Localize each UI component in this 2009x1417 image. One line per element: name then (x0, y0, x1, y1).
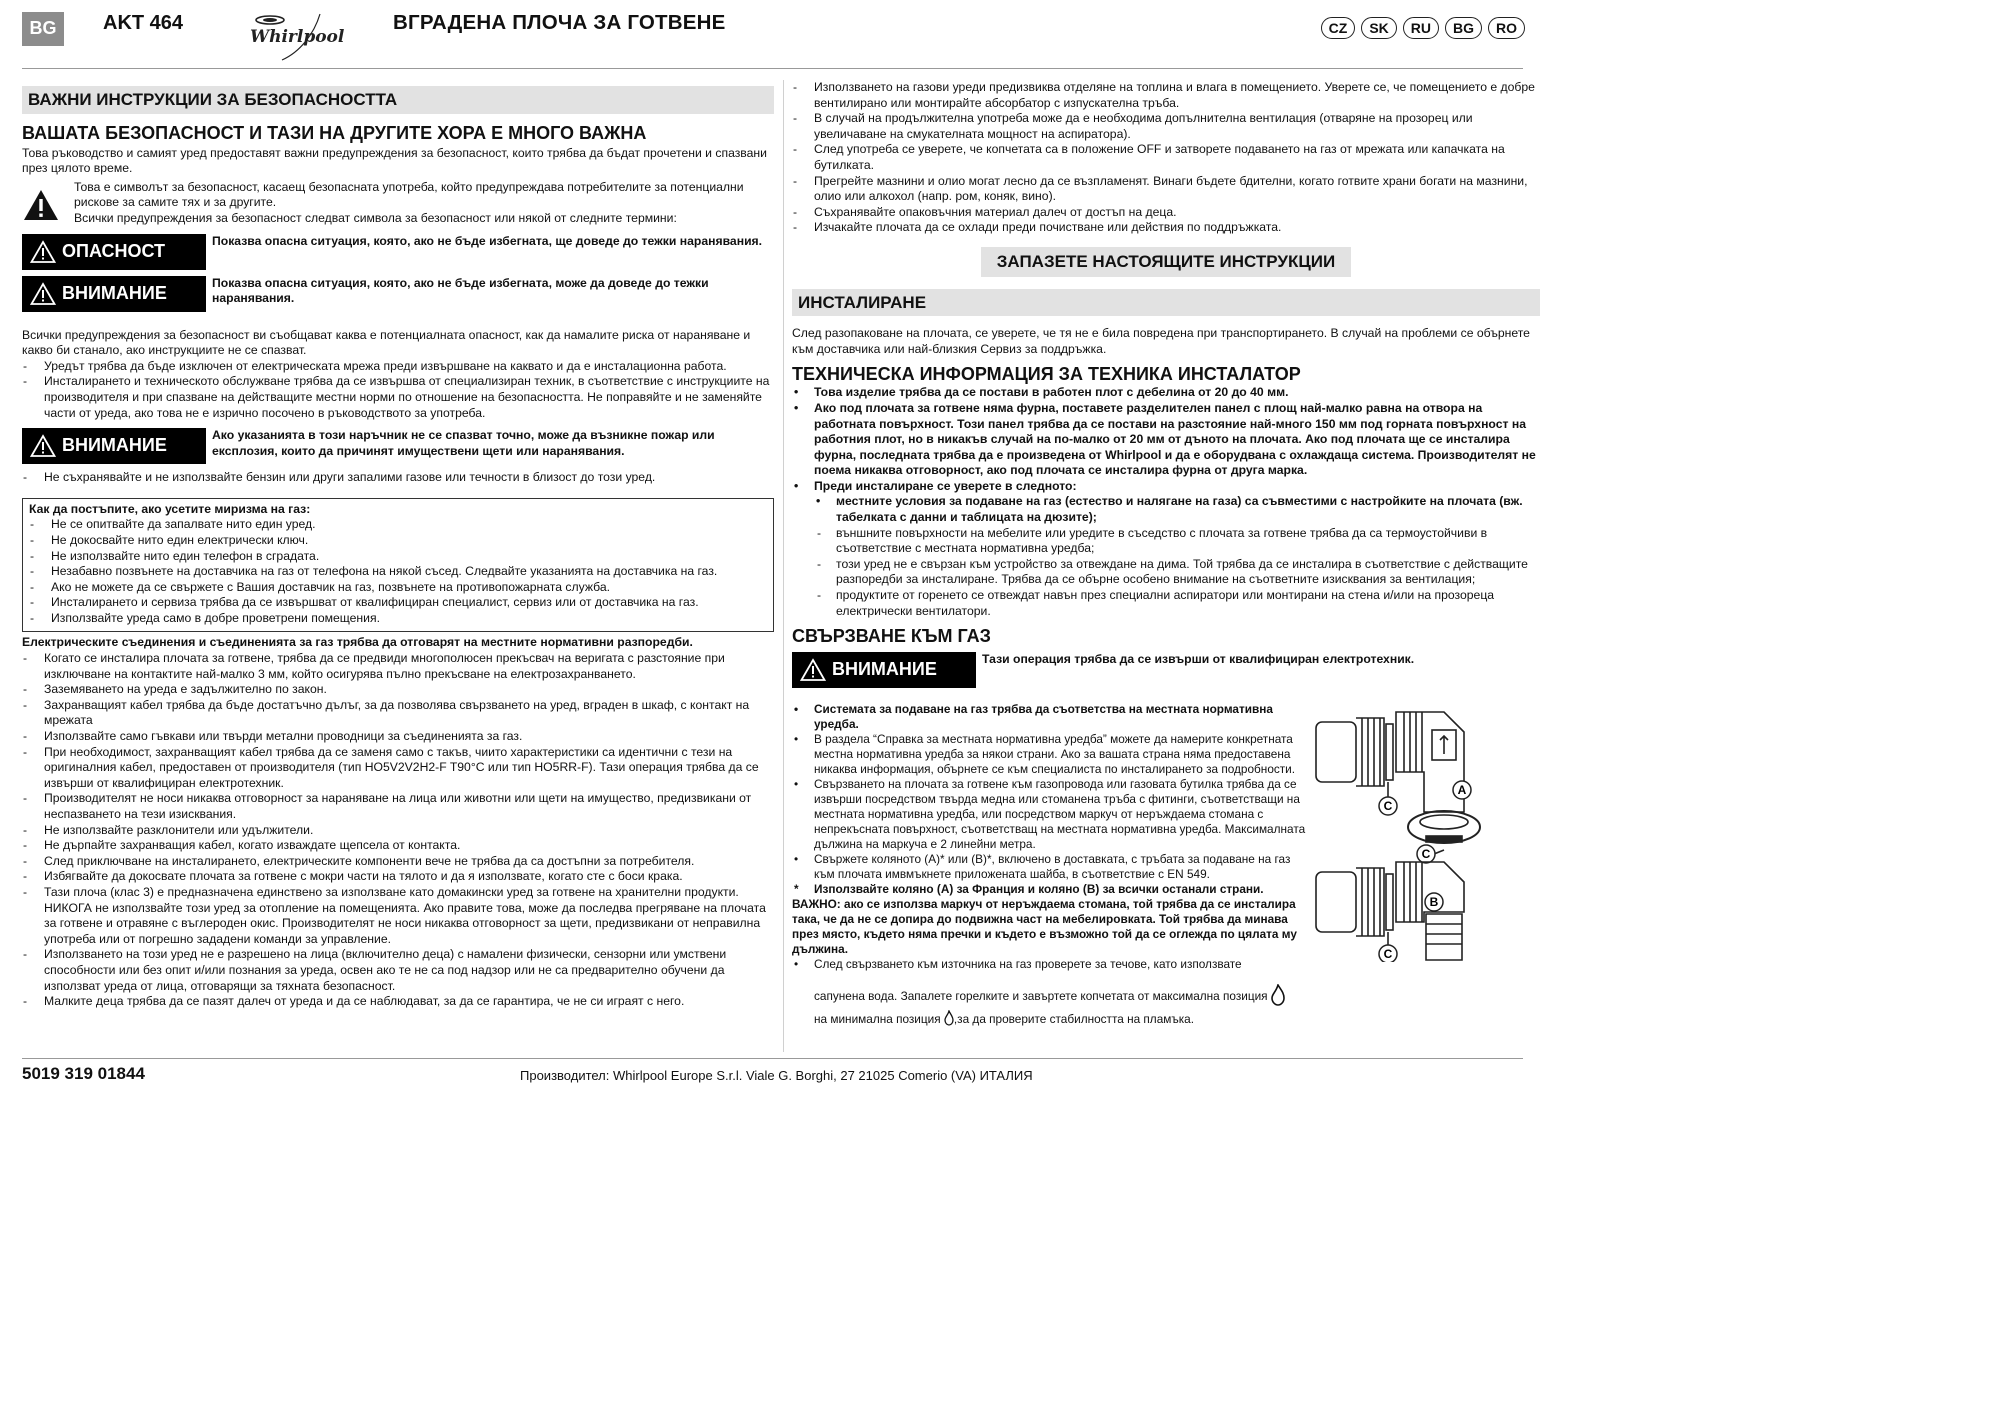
warning-fire-row (22, 428, 774, 464)
usage-item: - Съхранявайте опаковъчния материал далеч от достъп на деца. (792, 205, 1540, 221)
svg-text:Whirlpool: Whirlpool (250, 27, 345, 47)
technical-item: • Това изделие трябва да се постави в работен плот с дебелина от 20 до 40 мм. (792, 385, 1540, 401)
safety-symbol-block (22, 180, 774, 227)
gas-warning-label-text: ВНИМАНИЕ (832, 659, 937, 680)
warning-label-text: ВНИМАНИЕ (62, 282, 167, 303)
gas-smell-item: - Не се опитвайте да запалвате нито един уред. (29, 517, 767, 533)
diagram-label-c: C (1383, 799, 1393, 814)
electrical-title: Електрическите съединения и съединенията за газ трябва да отговарят на местните нормативни разпоредби. (22, 635, 693, 650)
danger-row (22, 234, 774, 270)
electrical-item: - Използването на този уред не е разрешено на лица (включително деца) с намалени физически, сензорни или умствени способности или без опит и/или познания за уреда, освен ако те не са под надзор или не са предварително обучени да използват уреда от лица, отговарящи за тяхната безопасност. (22, 947, 774, 994)
flame-min-icon (944, 1010, 954, 1026)
lang-code-ro: RO (1488, 17, 1525, 39)
gas-smell-item: - Инсталирането и сервиза трябва да се извършват от квалифициран специалист, сервиз или от доставчика на газ. (29, 595, 767, 611)
gas-item: • Свързването на плочата за готвене към газопровода или газовата бутилка трябва да се извърши посредством твърда медна или стоманена тръба с фитинги, съответстващи на местната нормативна уредба, или посредством маркуч от неръждаема стомана с непрекъсната повърхност, съответстващ на местната нормативна уредба. Максималната дължина на маркуча е 2 линейни метра. (792, 777, 1314, 852)
danger-label (22, 234, 206, 270)
heading-safety-important: ВАШАТА БЕЗОПАСНОСТ И ТАЗИ НА ДРУГИТЕ ХОРА Е МНОГО ВАЖНА (22, 122, 647, 143)
gas-star-text: Използвайте коляно (A) за Франция и коляно (B) за всички останали страни. (814, 882, 1264, 897)
gas-smell-title: Как да постъпите, ако усетите миризма на газ: (29, 501, 311, 516)
safety-triangle-icon (22, 180, 74, 227)
warning-row (22, 276, 774, 312)
electrical-item: - Избягвайте да докосвате плочата за готвене с мокри части на тялото и да я използвате, когато сте с боси крака. (22, 869, 774, 885)
model-number: AKT 464 (103, 12, 184, 34)
safety-item: - Уредът трябва да бъде изключен от електрическата мрежа преди извършване на каквато и да е инсталационна работа. (22, 359, 774, 375)
technical-subitem: • местните условия за подаване на газ (естество и налягане на газа) са съвместими с настройките на плочата (вж. табелката с данни и таблицата на дюзите); (792, 494, 1540, 525)
electrical-item: - Малките деца трябва да се пазят далеч от уреда и да се наблюдават, за да се гарантира, че не си играят с него. (22, 994, 774, 1010)
lang-code-sk: SK (1361, 17, 1396, 39)
gas-connection-block (792, 702, 1540, 1027)
warning-triangle-icon (30, 434, 56, 458)
electrical-item: - Не използвайте разклонители или удължители. (22, 823, 774, 839)
heading-technical-info: ТЕХНИЧЕСКА ИНФОРМАЦИЯ ЗА ТЕХНИКА ИНСТАЛАТОР (792, 364, 1301, 385)
gas-smell-item: - Не докосвайте нито един електрически ключ. (29, 533, 767, 549)
electrical-item: - Захранващият кабел трябва да бъде достатъчно дълъг, за да позволява свързването на уред, вграден в шкаф, с контакт на мрежата (22, 698, 774, 729)
safety-item: - Не съхранявайте и не използвайте бензин или други запалими газове или течности в близост до този уред. (22, 470, 774, 486)
right-column (792, 80, 1540, 1027)
header-divider (22, 68, 1523, 69)
gas-smell-item: - Незабавно позвънете на доставчика на газ от телефона на някой съсед. Следвайте указанията на доставчика на газ. (29, 564, 767, 580)
diagram-label-b: B (1429, 895, 1439, 910)
usage-item: - Изчакайте плочата да се охлади преди почистване или действия по поддръжката. (792, 220, 1540, 236)
gas-star-mark: * (794, 882, 799, 897)
gas-item-continued (792, 984, 1314, 1006)
heading-gas-connection: СВЪРЗВАНЕ КЪМ ГАЗ (792, 626, 991, 647)
electrical-item: - Тази плоча (клас 3) е предназначена единствено за използване като домакински уред за готвене на хранителни продукти. НИКОГА не използвайте този уред за отопление на помещенията. Ако правите това, може да последва прегряване на плочата за готвене и отравяне с въглероден окис. Производителят не носи никаква отговорност за щети, предизвикани от неправилна употреба или от погрешно зададени команди за управление. (22, 885, 774, 947)
footer-divider (22, 1058, 1523, 1059)
usage-item: - Използването на газови уреди предизвиква отделяне на топлина и влага в помещението. Уверете се, че помещението е добре вентилирано или монтирайте абсорбатор с изпускателна тръба. (792, 80, 1540, 111)
gas-item: • Свържете коляното (A)* или (B)*, включено в доставката, с тръбата за подаване на газ към плочата имвмъкнете приложената шайба, в съответствие с EN 549. (792, 852, 1314, 882)
gas-smell-item: - Ако не можете да се свържете с Вашия доставчик на газ, позвънете на противопожарната служба. (29, 580, 767, 596)
document-title: ВГРАДЕНА ПЛОЧА ЗА ГОТВЕНЕ (393, 11, 726, 34)
electrical-item: - Производителят не носи никаква отговорност за нараняване на лица или животни или щети на имущество, предизвикани от неспазването на тези изисквания. (22, 791, 774, 822)
diagram-label-a: A (1457, 783, 1467, 798)
symbol-text-2: Всички предупреждения за безопасност следват символа за безопасност или някой от следните термини: (74, 210, 677, 225)
brand-logo (248, 12, 346, 62)
gas-warning-row (792, 652, 1540, 688)
gas-item-text: на минимална позиция (814, 1012, 941, 1027)
electrical-item: - При необходимост, захранващият кабел трябва да се заменя само с такъв, чиито характеристики са идентични с тези на оригиналния кабел, предоставен от производителя (тип HO5V2V2H2-F T90°C или тип HO5RR-F). Тази операция трябва да се извърши от квалифициран електротехник. (22, 745, 774, 792)
gas-connection-text (792, 702, 1314, 1027)
warning-fire-label-text: ВНИМАНИЕ (62, 435, 167, 456)
gas-item: • Системата за подаване на газ трябва да съответства на местната нормативна уредба. (792, 702, 1314, 732)
document-code: 5019 319 01844 (22, 1064, 145, 1083)
technical-subitem: - този уред не е свързан към устройство за отвеждане на дима. Той трябва да се инсталира в съответствие с действащите разпоредби за инсталиране. Трябва да се обърне особено внимание на съответните изисквания за вентилация; (792, 557, 1540, 588)
flame-max-icon (1271, 984, 1285, 1006)
column-divider (783, 80, 784, 1052)
warning-label (22, 276, 206, 312)
gas-item-text: ,за да проверите стабилността на пламъка. (953, 1012, 1194, 1027)
save-instructions-wrapper (792, 247, 1540, 277)
electrical-item: - Използвайте само гъвкави или твърди метални проводници за съединенията за газ. (22, 729, 774, 745)
intro-text: Това ръководство и самият уред предоставят важни предупреждения за безопасност, които трябва да бъдат прочетени и спазвани през цялото време. (22, 145, 767, 176)
symbol-text-1: Това е символът за безопасност, касаещ безопасната употреба, който предупреждава потребителите за потенциални рискове за самите тях и за другите. (74, 179, 744, 210)
technical-subitem: - външните повърхности на мебелите или уредите в съседство с плочата за готвене трябва да са термоустойчиви в съответствие с местната нормативна уредба; (792, 526, 1540, 557)
language-badge: BG (22, 12, 64, 46)
gas-smell-item: - Не използвайте нито един телефон в сградата. (29, 549, 767, 565)
elbow-fittings-illustration (1314, 702, 1534, 962)
warning-fire-label (22, 428, 206, 464)
technical-item: • Ако под плочата за готвене няма фурна, поставете разделителен панел с площ най-малко равна на отвора на работната повърхност. Този панел трябва да се постави на разстояние най-много 150 мм под горната повърхност на работния плот, но в никакъв случай на по-малко от 20 мм от дъното на плочата. Ако под плочата ще се инсталира фурна, последната трябва да е произведена от Whirlpool и да е оборудвана с охлаждаща система. Производителят не поема никаква отговорност, ако под плочата се инсталира фурна от друга марка. (792, 401, 1540, 479)
gas-warning-description: Тази операция трябва да се извърши от квалифициран електротехник. (982, 652, 1415, 667)
gas-elbow-diagram (1314, 702, 1540, 1027)
danger-description: Показва опасна ситуация, която, ако не бъде избегната, ще доведе до тежки наранявания. (212, 233, 763, 248)
gas-item-text: сапунена вода. Запалете горелките и завъртете копчетата от максимална позиция (814, 989, 1268, 1004)
safety-paragraph: Всички предупреждения за безопасност ви съобщават каква е потенциалната опасност, как да намалите риска от нараняване и какво би станало, ако инструкциите не се спазват. (22, 327, 751, 358)
electrical-item: - Заземяването на уреда е задължително по закон. (22, 682, 774, 698)
technical-item: • Преди инсталиране се уверете в следното: (792, 479, 1540, 495)
gas-warning-label (792, 652, 976, 688)
electrical-item: - Когато се инсталира плочата за готвене, трябва да се предвиди многополюсен прекъсвач на веригата с разстояние при изключване на контактите най-малко 3 мм, който осигурява пълно прекъсване на електрозахранването. (22, 651, 774, 682)
usage-item: - Прегрейте мазнини и олио могат лесно да се възпламенят. Винаги бъдете бдителни, когато готвите храни богати на мазнини, олио или алкохол (напр. ром, коняк, вино). (792, 174, 1540, 205)
install-text: След разопаковане на плочата, се уверете, че тя не е била повредена при транспортирането. В случай на проблеми се обърнете към доставчика или най-близкия Сервиз за поддръжка. (792, 326, 1530, 356)
gas-item-continued (792, 1010, 1314, 1027)
section-install-title: ИНСТАЛИРАНЕ (792, 289, 1540, 317)
technical-subitem: - продуктите от горенето се отвеждат навън през специални аспиратори или монтирани на стена и/или на прозореца електрически вентилатори. (792, 588, 1540, 619)
gas-star-note (792, 882, 1314, 897)
lang-code-ru: RU (1403, 17, 1439, 39)
lang-code-bg: BG (1445, 17, 1482, 39)
gas-item: • След свързването към източника на газ проверете за течове, като използвате (792, 957, 1314, 972)
language-codes (1321, 17, 1525, 39)
gas-smell-item: - Използвайте уреда само в добре проветрени помещения. (29, 611, 767, 627)
warning-triangle-icon (800, 658, 826, 682)
left-column (22, 86, 774, 1010)
usage-item: - В случай на продължителна употреба може да е необходима допълнителна вентилация (отваряне на прозорец или увеличаване на смукателната мощност на аспиратора). (792, 111, 1540, 142)
electrical-item: - Не дърпайте захранващия кабел, когато изваждате щепсела от контакта. (22, 838, 774, 854)
manufacturer-info: Производител: Whirlpool Europe S.r.l. Viale G. Borghi, 27 21025 Comerio (VA) ИТАЛИЯ (520, 1068, 1033, 1083)
warning-triangle-icon (30, 282, 56, 306)
save-instructions-banner: ЗАПАЗЕТЕ НАСТОЯЩИТЕ ИНСТРУКЦИИ (981, 247, 1351, 277)
lang-code-cz: CZ (1321, 17, 1356, 39)
gas-smell-box (22, 498, 774, 633)
gas-item: • В раздела “Справка за местната нормативна уредба” можете да намерите конкретната местна нормативна уредба за някои страни. Ако за вашата страна няма предоставена никаква информация, обърнете се към специалиста по инсталирането за подробности. (792, 732, 1314, 777)
usage-item: - След употреба се уверете, че копчетата са в положение OFF и затворете подаването на газ от мрежата или капачката на бутилката. (792, 142, 1540, 173)
danger-label-text: ОПАСНОСТ (62, 240, 166, 261)
diagram-label-c: C (1383, 947, 1393, 962)
gas-important-note: ВАЖНО: ако се използва маркуч от неръждаема стомана, той трябва да се инсталира така, че да не се допира до подвижна част на мебелировката. Той трябва да минава през място, където няма пречки и където е възможно той да се оглежда по цялата му дължина. (792, 897, 1297, 957)
electrical-item: - След приключване на инсталирането, електрическите компоненти вече не трябва да са достъпни за потребителя. (22, 854, 774, 870)
warning-triangle-icon (30, 240, 56, 264)
section-safety-title: ВАЖНИ ИНСТРУКЦИИ ЗА БЕЗОПАСНОСТТА (22, 86, 774, 114)
diagram-label-c: C (1421, 847, 1431, 862)
safety-item: - Инсталирането и техническото обслужване трябва да се извършва от специализиран техник, в съответствие с инструкциите на производителя и при спазване на действащите местни норми по отношение на безопасността. Не поправяйте и не заменяйте части от уреда, ако това не е изрично посочено в ръководството за употреба. (22, 374, 774, 421)
warning-description: Показва опасна ситуация, която, ако не бъде избегната, може да доведе до тежки наранявания. (212, 275, 709, 306)
warning-fire-description: Ако указанията в този наръчник не се спазват точно, може да възникне пожар или експлозия, които да причинят имуществени щети или наранявания. (212, 428, 715, 458)
